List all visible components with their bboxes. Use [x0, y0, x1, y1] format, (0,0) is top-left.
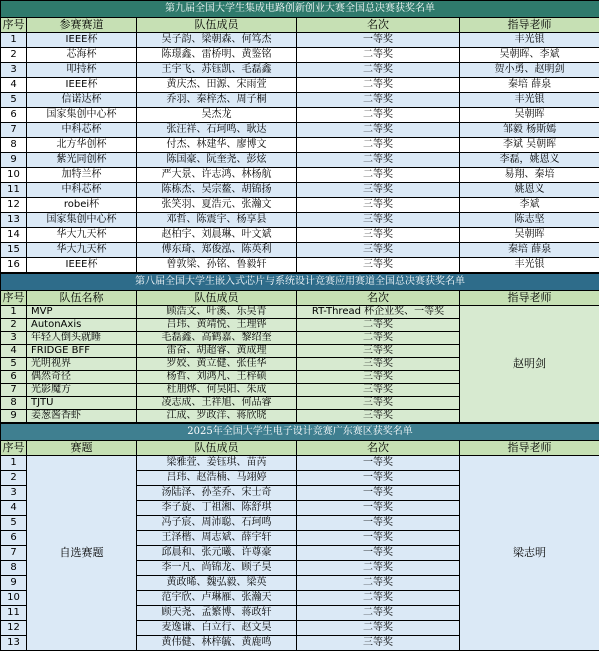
- award-rank: 三等奖: [297, 213, 460, 228]
- row-number: 1: [1, 456, 27, 471]
- award-rank: 三等奖: [297, 198, 460, 213]
- row-number: 6: [1, 108, 27, 123]
- col-header: 赛题: [27, 441, 137, 456]
- award-rank: 二等奖: [297, 63, 460, 78]
- row-number: 15: [1, 243, 27, 258]
- team-members: 黄政晞、魏弘毅、梁英: [137, 576, 297, 591]
- award-rank: 三等奖: [297, 183, 460, 198]
- team-members: 邓哲、陈震宇、杨享县: [137, 213, 297, 228]
- award-rank: 三等奖: [297, 410, 460, 423]
- advisor: 陈志坚: [460, 213, 599, 228]
- table-row: [1, 63, 599, 78]
- row-number: 3: [1, 332, 27, 345]
- award-rank: 三等奖: [297, 384, 460, 397]
- team-name: 光明视界: [27, 358, 137, 371]
- award-rank: 二等奖: [297, 123, 460, 138]
- table-row: [1, 198, 599, 213]
- advisor: 李磊，姚恩义: [460, 153, 599, 168]
- row-number: 9: [1, 153, 27, 168]
- table-row: [1, 183, 599, 198]
- advisor: 吴朝晖: [460, 228, 599, 243]
- award-rank: 二等奖: [297, 93, 460, 108]
- row-number: 16: [1, 258, 27, 273]
- team-members: 陈栋杰、吴宗鳌、胡锦扬: [137, 183, 297, 198]
- row-number: 11: [1, 183, 27, 198]
- team-members: 张笑羽、夏浩元、张瀚文: [137, 198, 297, 213]
- row-number: 9: [1, 410, 27, 423]
- team-members: 毛磊鑫、高鹤嘉、黎绍奎: [137, 332, 297, 345]
- team-members: 王宇飞、苏钰凯、毛磊鑫: [137, 63, 297, 78]
- team-members: 赵柏宇、刘晨琳、叶文斌: [137, 228, 297, 243]
- table-row: [1, 153, 599, 168]
- track-name: 加特兰杯: [27, 168, 137, 183]
- advisor: 丰光银: [460, 33, 599, 48]
- award-rank: 二等奖: [297, 138, 460, 153]
- team-members: 梁雅萱、姜钰琪、苗芮: [137, 456, 297, 471]
- team-members: 杜朋烨、何昊阳、朱成: [137, 384, 297, 397]
- award-rank: 一等奖: [297, 501, 460, 516]
- row-number: 7: [1, 546, 27, 561]
- award-rank: 三等奖: [297, 228, 460, 243]
- team-members: 吴子韵、梁朝森、何笃杰: [137, 33, 297, 48]
- row-number: 13: [1, 213, 27, 228]
- track-name: 紫光同创杯: [27, 153, 137, 168]
- award-rank: 二等奖: [297, 621, 460, 636]
- table-row: [1, 258, 599, 273]
- award-rank: 二等奖: [297, 591, 460, 606]
- team-name: 偶然奇径: [27, 371, 137, 384]
- table-row: [1, 243, 599, 258]
- team-members: 雷奋、胡超睿、黄成理: [137, 345, 297, 358]
- advisor: 梁志明: [460, 456, 599, 651]
- col-header: 序号: [1, 441, 27, 456]
- award-rank: 二等奖: [297, 153, 460, 168]
- row-number: 4: [1, 345, 27, 358]
- row-number: 7: [1, 384, 27, 397]
- team-members: 冯子宸、周沛聪、石珂鸣: [137, 516, 297, 531]
- team-members: 顾浩文、叶溪、乐昊青: [137, 306, 297, 319]
- award-table-ic-contest: [0, 0, 599, 273]
- advisor: 吴朝晖: [460, 108, 599, 123]
- team-members: 陈国豪、阮奎尧、彭炫: [137, 153, 297, 168]
- award-rank: 二等奖: [297, 48, 460, 63]
- team-name: 年轻人倒头就睡: [27, 332, 137, 345]
- award-rank: RT-Thread 杯企业奖、一等奖: [297, 306, 460, 319]
- team-name: MVP: [27, 306, 137, 319]
- row-number: 13: [1, 636, 27, 651]
- team-members: 李一凡、尚锦龙、顾子昊: [137, 561, 297, 576]
- advisor: 李斌 吴朝晖: [460, 138, 599, 153]
- col-header: 队伍成员: [137, 441, 297, 456]
- team-members: 凌志成、王祥旭、何品睿: [137, 397, 297, 410]
- row-number: 4: [1, 501, 27, 516]
- team-members: 乔羽、秦梓杰、周子桐: [137, 93, 297, 108]
- table-row: [1, 138, 599, 153]
- award-rank: 二等奖: [297, 108, 460, 123]
- award-rank: 一等奖: [297, 456, 460, 471]
- award-rank: 三等奖: [297, 397, 460, 410]
- advisor: 丰光银: [460, 93, 599, 108]
- col-header: 队伍名称: [27, 291, 137, 306]
- team-members: 邱晨和、张元曦、许尊豪: [137, 546, 297, 561]
- track-name: 叩持杯: [27, 63, 137, 78]
- track-name: IEEE杯: [27, 258, 137, 273]
- team-name: AutonAxis: [27, 319, 137, 332]
- table-row: [1, 456, 599, 471]
- team-members: 王泽楷、周志斌、薛宇轩: [137, 531, 297, 546]
- team-members: 吕玮、黄靖悦、王理铧: [137, 319, 297, 332]
- award-rank: 三等奖: [297, 358, 460, 371]
- team-name: TJTU: [27, 397, 137, 410]
- table-row: [1, 33, 599, 48]
- row-number: 4: [1, 78, 27, 93]
- table-row: [1, 93, 599, 108]
- track-name: 信诺达杯: [27, 93, 137, 108]
- award-rank: 二等奖: [297, 561, 460, 576]
- team-members: 麦逸谦、白立行、赵文昊: [137, 621, 297, 636]
- team-members: 汤陆泽、孙荃乔、宋士奇: [137, 486, 297, 501]
- col-header: 指导老师: [460, 441, 599, 456]
- award-rank: 一等奖: [297, 471, 460, 486]
- team-members: 傅东琦、郑俊泓、陈英利: [137, 243, 297, 258]
- row-number: 5: [1, 93, 27, 108]
- row-number: 5: [1, 516, 27, 531]
- award-rank: 一等奖: [297, 546, 460, 561]
- row-number: 14: [1, 228, 27, 243]
- row-number: 8: [1, 138, 27, 153]
- award-table-embedded-contest: [0, 273, 599, 423]
- contest-topic: 自选赛题: [27, 456, 137, 651]
- award-rank: 二等奖: [297, 332, 460, 345]
- award-table-electronic-design-contest: [0, 423, 599, 651]
- team-members: 顾天尧、孟繁博、蒋政轩: [137, 606, 297, 621]
- table-row: [1, 48, 599, 63]
- team-members: 张汪祥、石珂鸣、耿达: [137, 123, 297, 138]
- row-number: 6: [1, 371, 27, 384]
- team-name: 光影魔方: [27, 384, 137, 397]
- award-rank: 一等奖: [297, 516, 460, 531]
- award-rank: 三等奖: [297, 243, 460, 258]
- team-members: 杨哲、刘鸿凡、王梓硕: [137, 371, 297, 384]
- col-header: 队伍成员: [137, 18, 297, 33]
- advisor: 邹毅 杨斯嫣: [460, 123, 599, 138]
- row-number: 6: [1, 531, 27, 546]
- advisor: 吴朝晖、李斌: [460, 48, 599, 63]
- advisor: 赵明剑: [460, 306, 599, 423]
- advisor: 贺小勇、赵明剑: [460, 63, 599, 78]
- advisor: 李斌: [460, 198, 599, 213]
- table-title: 2025年全国大学生电子设计竞赛广东赛区获奖名单: [1, 424, 599, 441]
- team-name: FRIDGE BFF: [27, 345, 137, 358]
- table-row: [1, 78, 599, 93]
- award-rank: 三等奖: [297, 258, 460, 273]
- table-title: 第八届全国大学生嵌入式芯片与系统设计竞赛应用赛道全国总决赛获奖名单: [1, 274, 599, 291]
- advisor: 秦培 薛泉: [460, 78, 599, 93]
- track-name: IEEE杯: [27, 78, 137, 93]
- award-rank: 一等奖: [297, 33, 460, 48]
- col-header: 参赛赛道: [27, 18, 137, 33]
- row-number: 2: [1, 319, 27, 332]
- team-members: 范宇欣、卢琳雁、张瀚天: [137, 591, 297, 606]
- row-number: 11: [1, 606, 27, 621]
- team-members: 江成、罗政洋、蒋欣晓: [137, 410, 297, 423]
- team-members: 吕玮、赵浩楠、马翊婷: [137, 471, 297, 486]
- track-name: 中科芯杯: [27, 183, 137, 198]
- row-number: 10: [1, 591, 27, 606]
- award-rank: 二等奖: [297, 78, 460, 93]
- track-name: 中科芯杯: [27, 123, 137, 138]
- team-members: 李子旋、丁祖湘、陈舒琪: [137, 501, 297, 516]
- col-header: 指导老师: [460, 291, 599, 306]
- col-header: 序号: [1, 18, 27, 33]
- award-rank: 三等奖: [297, 636, 460, 651]
- award-rank: 三等奖: [297, 371, 460, 384]
- row-number: 9: [1, 576, 27, 591]
- award-rank: 一等奖: [297, 486, 460, 501]
- team-members: 黄伟健、林梓毓、黄鹿鸣: [137, 636, 297, 651]
- col-header: 指导老师: [460, 18, 599, 33]
- track-name: 国家集创中心杯: [27, 108, 137, 123]
- team-name: 姜葱酱香虾: [27, 410, 137, 423]
- col-header: 序号: [1, 291, 27, 306]
- table-row: [1, 228, 599, 243]
- table-row: [1, 123, 599, 138]
- row-number: 1: [1, 306, 27, 319]
- table-row: [1, 306, 599, 319]
- row-number: 12: [1, 198, 27, 213]
- row-number: 2: [1, 471, 27, 486]
- team-members: 吴杰龙: [137, 108, 297, 123]
- award-rank: 一等奖: [297, 531, 460, 546]
- award-rank: 二等奖: [297, 168, 460, 183]
- col-header: 名次: [297, 18, 460, 33]
- table-title: 第九届全国大学生集成电路创新创业大赛全国总决赛获奖名单: [1, 1, 599, 18]
- team-members: 曾敦梁、孙铭、鲁毅轩: [137, 258, 297, 273]
- team-members: 罗姣、黄立健、张佳华: [137, 358, 297, 371]
- team-members: 黄庆杰、田源、宋雨萱: [137, 78, 297, 93]
- row-number: 1: [1, 33, 27, 48]
- row-number: 12: [1, 621, 27, 636]
- table-row: [1, 168, 599, 183]
- table-row: [1, 213, 599, 228]
- col-header: 队伍成员: [137, 291, 297, 306]
- track-name: robei杯: [27, 198, 137, 213]
- row-number: 7: [1, 123, 27, 138]
- table-row: [1, 108, 599, 123]
- row-number: 5: [1, 358, 27, 371]
- advisor: 姚恩义: [460, 183, 599, 198]
- team-members: 付杰、林建华、廖博文: [137, 138, 297, 153]
- col-header: 名次: [297, 291, 460, 306]
- track-name: 华大九天杯: [27, 228, 137, 243]
- advisor: 丰光银: [460, 258, 599, 273]
- track-name: IEEE杯: [27, 33, 137, 48]
- award-rank: 三等奖: [297, 345, 460, 358]
- col-header: 名次: [297, 441, 460, 456]
- track-name: 国家集创中心杯: [27, 213, 137, 228]
- row-number: 8: [1, 561, 27, 576]
- track-name: 芯海杯: [27, 48, 137, 63]
- team-members: 严大景、许志鸿、林杨航: [137, 168, 297, 183]
- award-rank: 二等奖: [297, 576, 460, 591]
- row-number: 10: [1, 168, 27, 183]
- advisor: 易翔、秦培: [460, 168, 599, 183]
- row-number: 3: [1, 63, 27, 78]
- row-number: 3: [1, 486, 27, 501]
- award-rank: 二等奖: [297, 606, 460, 621]
- advisor: 秦培 薛泉: [460, 243, 599, 258]
- row-number: 2: [1, 48, 27, 63]
- track-name: 北方华创杯: [27, 138, 137, 153]
- award-rank: 二等奖: [297, 319, 460, 332]
- team-members: 陈璟鑫、雷桥明、黄鉴铭: [137, 48, 297, 63]
- track-name: 华大九天杯: [27, 243, 137, 258]
- row-number: 8: [1, 397, 27, 410]
